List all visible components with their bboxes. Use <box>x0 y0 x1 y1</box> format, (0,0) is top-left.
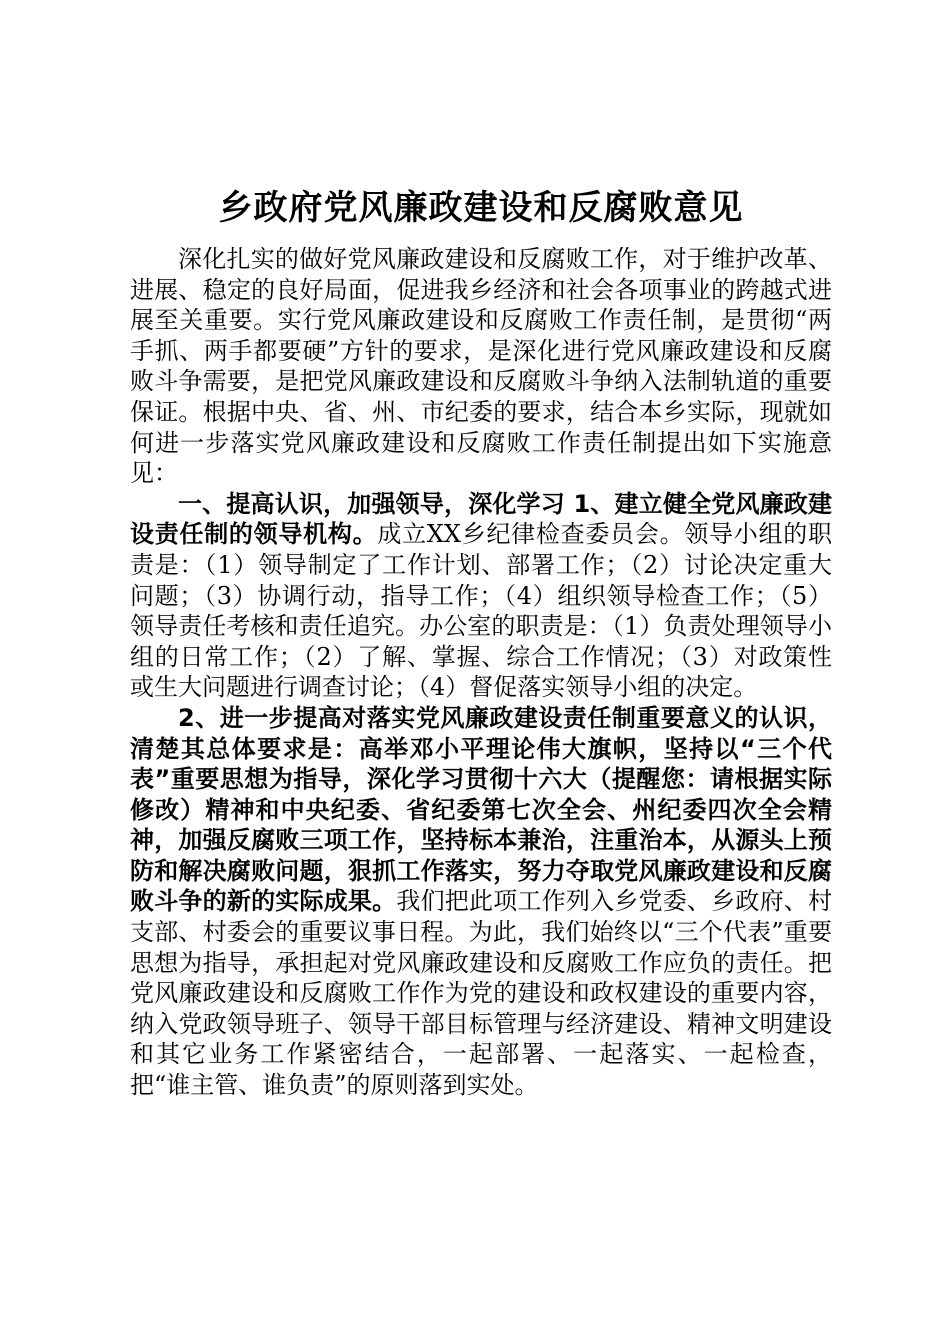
paragraph-intro-text: 深化扎实的做好党风廉政建设和反腐败工作，对于维护改革、进展、稳定的良好局面，促进我乡经济和社会各项事业的跨越式进展至关重要。实行党风廉政建设和反腐败工作责任制，是贯彻“两手抓、两手都要硬”方针的要求，是深化进行党风廉政建设和反腐败斗争需要，是把党风廉政建设和反腐败斗争纳入法制轨道的重要保证。根据中央、省、州、市纪委的要求，结合本乡实际，现就如何进一步落实党风廉政建设和反腐败工作责任制提出如下实施意见： <box>130 245 832 488</box>
section-one-heading: 一、提高认识，加强领导，深化学习 1、建立健全党风廉政建设责任制的领导机构。 <box>130 489 832 549</box>
paragraph-section-one <box>130 489 832 703</box>
document-page <box>130 180 832 1101</box>
paragraph-section-two <box>130 703 832 1101</box>
section-two-body: 我们把此项工作列入乡党委、乡政府、村支部、村委会的重要议事日程。为此，我们始终以“三个代表”重要思想为指导，承担起对党风廉政建设和反腐败工作应负的责任。把党风廉政建设和反腐败工作作为党的建设和政权建设的重要内容，纳入党政领导班子、领导干部目标管理与经济建设、精神文明建设和其它业务工作紧密结合，一起部署、一起落实、一起检查，把“谁主管、谁负责”的原则落到实处。 <box>130 887 833 1100</box>
section-two-heading: 2、进一步提高对落实党风廉政建设责任制重要意义的认识，清楚其总体要求是：高举邓小平理论伟大旗帜，坚持以“三个代表”重要思想为指导，深化学习贯彻十六大（提醒您：请根据实际修改）精神和中央纪委、省纪委第七次全会、州纪委四次全会精神，加强反腐败三项工作，坚持标本兼治，注重治本，从源头上预防和解决腐败问题，狠抓工作落实，努力夺取党风廉政建设和反腐败斗争的新的实际成果。 <box>130 703 832 916</box>
paragraph-intro <box>130 244 832 489</box>
section-one-body: 成立XX乡纪律检查委员会。领导小组的职责是：（1）领导制定了工作计划、部署工作；（2）讨论决定重大问题；（3）协调行动，指导工作；（4）组织领导检查工作；（5）领导责任考核和责任追究。办公室的职责是：（1）负责处理领导小组的日常工作；（2）了解、掌握、综合工作情况；（3）对政策性或生大问题进行调查讨论；（4）督促落实领导小组的决定。 <box>130 520 832 702</box>
document-title: 乡政府党风廉政建设和反腐败意见 <box>218 188 744 228</box>
